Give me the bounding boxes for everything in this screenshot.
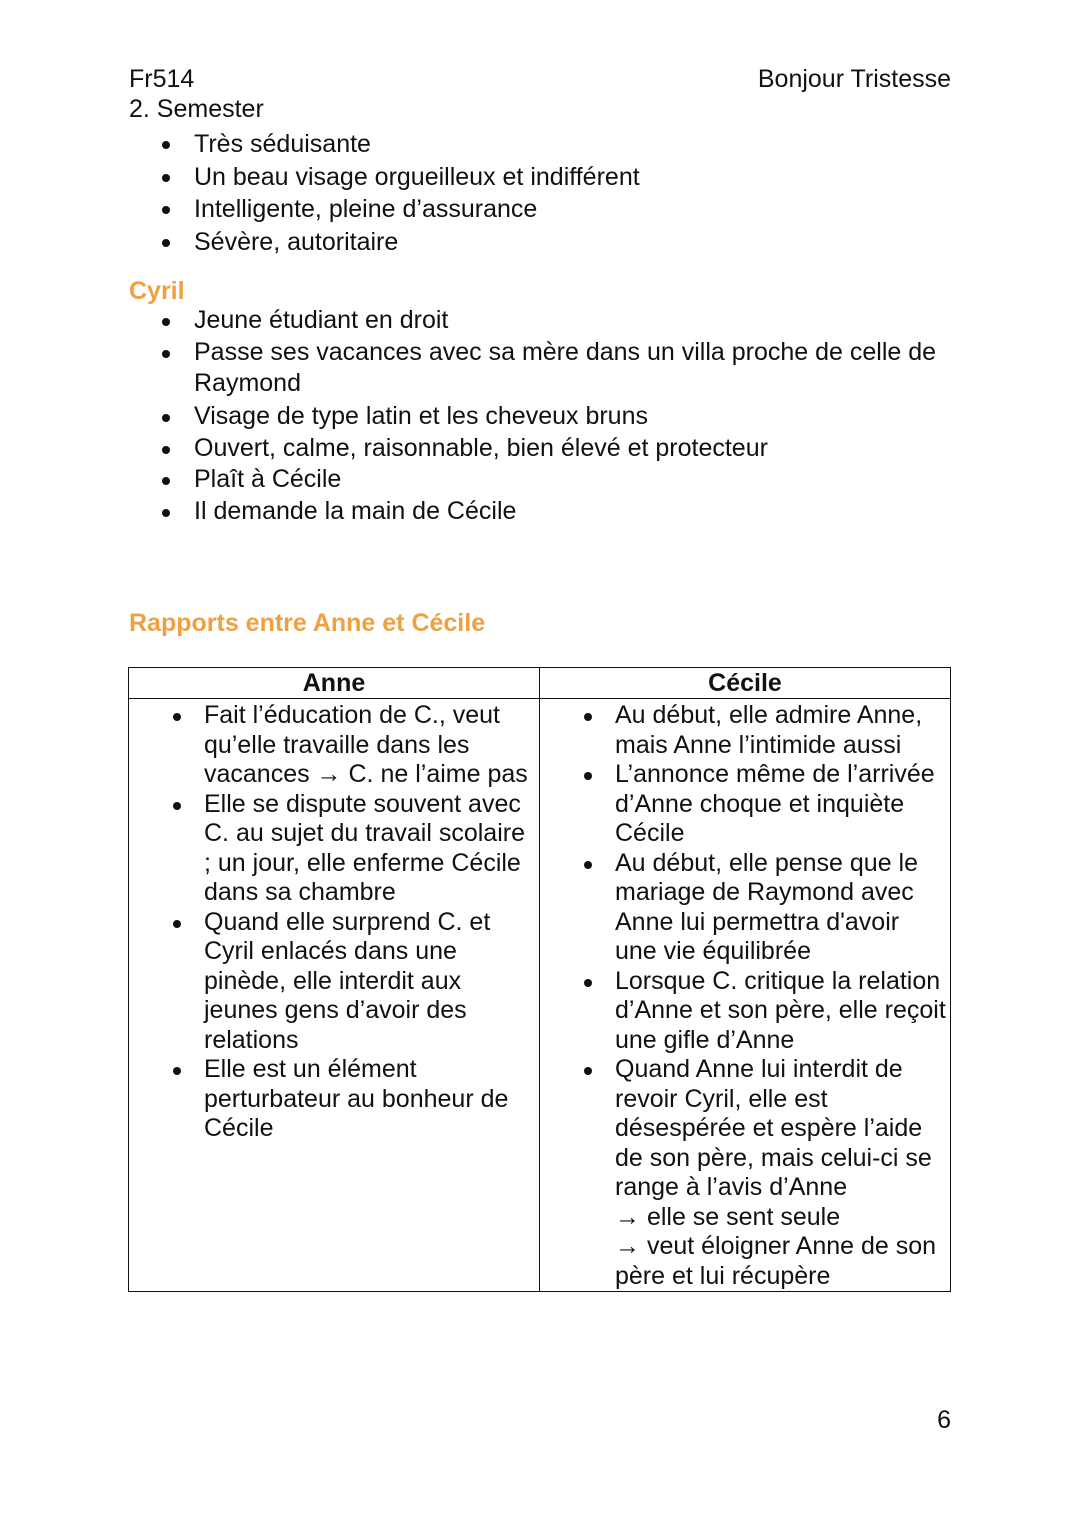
section-title-rapports: Rapports entre Anne et Cécile <box>129 609 486 637</box>
section-title-cyril: Cyril <box>129 277 185 305</box>
list-item: Elle est un élément perturbateur au bonheur de Cécile <box>129 1055 535 1144</box>
conclusion-line: → veut éloigner Anne de son père et lui récupère <box>615 1232 937 1290</box>
list-item: Plaît à Cécile <box>129 464 959 496</box>
relations-table <box>128 667 951 1292</box>
anne-cell <box>129 699 540 1292</box>
cecile-cell <box>540 699 951 1292</box>
anne-relations-list <box>129 699 539 1144</box>
list-item: Visage de type latin et les cheveux bruns <box>129 401 959 433</box>
list-item: Très séduisante <box>129 128 959 161</box>
list-item: Passe ses vacances avec sa mère dans un villa proche de celle de Raymond <box>129 337 959 401</box>
list-item: Lorsque C. critique la relation d’Anne et son père, elle reçoit une gifle d’Anne <box>540 967 946 1056</box>
cyril-traits-list <box>129 305 959 528</box>
list-item-text: Quand Anne lui interdit de revoir Cyril, elle est désespérée et espère l’aide de son père, mais celui-ci se range à l’avis d’Anne <box>615 1055 932 1201</box>
column-header-cecile: Cécile <box>540 668 951 699</box>
table-row <box>129 699 951 1292</box>
anne-traits-list <box>129 128 959 258</box>
cecile-relations-list <box>540 699 950 1291</box>
list-item: Ouvert, calme, raisonnable, bien élevé et protecteur <box>129 433 959 465</box>
list-item: Sévère, autoritaire <box>129 226 959 259</box>
list-item: Jeune étudiant en droit <box>129 305 959 337</box>
list-item: Fait l’éducation de C., veut qu’elle travaille dans les vacances → C. ne l’aime pas <box>129 701 535 790</box>
semester: 2. Semester <box>129 95 264 123</box>
page-number: 6 <box>937 1406 951 1434</box>
list-item: Quand elle surprend C. et Cyril enlacés dans une pinède, elle interdit aux jeunes gens d’avoir des relations <box>129 908 535 1056</box>
list-item: Au début, elle pense que le mariage de Raymond avec Anne lui permettra d'avoir une vie équilibrée <box>540 849 946 967</box>
column-header-anne: Anne <box>129 668 540 699</box>
conclusion-line: → elle se sent seule <box>615 1202 841 1231</box>
header-left <box>129 64 264 124</box>
list-item: Un beau visage orgueilleux et indifférent <box>129 161 959 194</box>
list-item: Il demande la main de Cécile <box>129 496 959 528</box>
course-code: Fr514 <box>129 65 195 93</box>
list-item: L’annonce même de l’arrivée d’Anne choque et inquiète Cécile <box>540 760 946 849</box>
list-item <box>540 1055 946 1291</box>
list-item: Intelligente, pleine d’assurance <box>129 193 959 226</box>
list-item: Elle se dispute souvent avec C. au sujet du travail scolaire ; un jour, elle enferme Cécile dans sa chambre <box>129 790 535 908</box>
table-header-row <box>129 668 951 699</box>
book-title: Bonjour Tristesse <box>757 65 951 93</box>
list-item: Au début, elle admire Anne, mais Anne l’intimide aussi <box>540 701 946 760</box>
